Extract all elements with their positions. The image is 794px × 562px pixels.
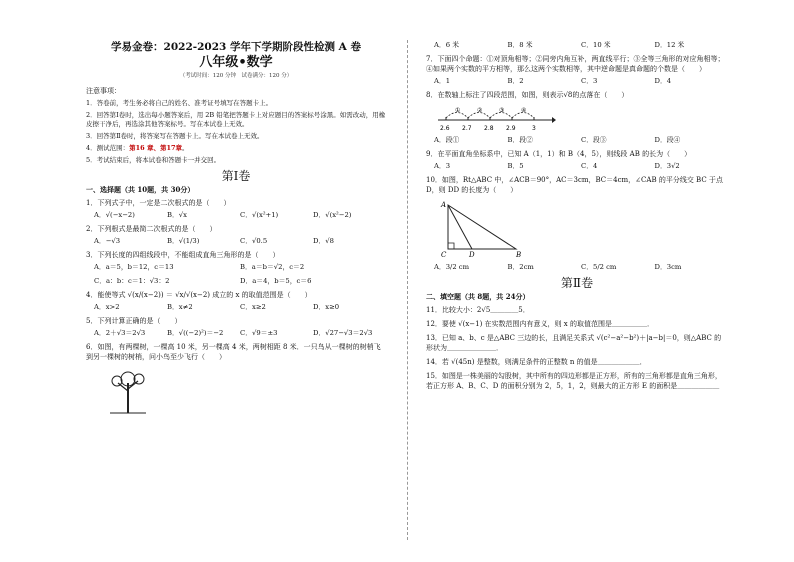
fill-question: 15．如图是一株美丽的勾股树，其中所有的四边形都是正方形，所有的三角形都是直角三角形，若正方形 A、B、C、D 的面积分别为 2，5，1，2，则最大的正方形 E 的面积是＿＿＿＿＿＿ — [426, 372, 722, 390]
option: C．√9＝±3 — [240, 329, 278, 337]
note-item: 5．考试结束后，将本试卷和答题卡一并交回。 — [86, 156, 221, 164]
note-item-scope — [86, 144, 386, 153]
left-column — [86, 38, 386, 418]
segment-mark: ② — [477, 107, 483, 114]
question-block — [426, 149, 728, 171]
notes-heading: 注意事项： — [86, 87, 121, 95]
option: B．x≠2 — [167, 303, 193, 311]
question-options — [434, 161, 728, 171]
question-options — [94, 302, 386, 312]
option: A．3 — [434, 162, 451, 170]
option: C．√0.5 — [240, 237, 268, 245]
option: D．段④ — [654, 136, 681, 144]
option: D．12 米 — [654, 41, 685, 49]
option: D．√8 — [313, 237, 334, 245]
question-block — [86, 290, 386, 312]
option: B．2 — [507, 77, 524, 85]
question-text: 2．下列根式是最简二次根式的是（ ） — [86, 225, 217, 233]
section-title-choice: 一、选择题（共 10题，共 30分） — [86, 185, 195, 194]
question-options — [94, 210, 386, 220]
question-text: 10．如图，Rt△ABC 中，∠ACB＝90°，AC＝3cm，BC＝4cm，∠CAB 的平分线交 BC 于点 D，则 DD 的长度为（ ） — [426, 176, 723, 194]
section-title-fill: 二、填空题（共 8题，共 24分） — [426, 292, 530, 301]
note-item: 2．回答第Ⅰ卷时，选出每小题答案后，用 2B 铅笔把答题卡上对应题目的答案标号涂黑。如需改动，用橡皮擦干净后，再选涂其他答案标号。写在本试卷上无效。 — [86, 111, 386, 128]
question-options — [94, 262, 386, 272]
option: C．5/2 cm — [581, 263, 617, 271]
option: C．4 — [581, 162, 598, 170]
tree-figure — [104, 367, 152, 415]
question-options — [94, 328, 386, 338]
question-block — [86, 224, 386, 246]
column-divider — [407, 40, 408, 540]
option: D．3cm — [654, 263, 682, 271]
scope-value: 第16 章、第17章 — [129, 144, 182, 152]
option: B．2cm — [507, 263, 534, 271]
option: A．−√3 — [94, 237, 121, 245]
option: D．a＝4，b＝5，c＝6 — [240, 277, 312, 285]
tick-label: 2.7 — [462, 125, 472, 132]
note-item: 3．回答第Ⅱ卷时，将答案写在答题卡上。写在本试卷上无效。 — [86, 132, 264, 140]
note-item: 1．答卷前，考生务必将自己的姓名、准考证号填写在答题卡上。 — [86, 99, 273, 107]
part-one-label: 第Ⅰ卷 — [221, 169, 251, 183]
exam-title: 学易金卷：2022-2023 学年下学期阶段性检测 A 卷 — [111, 41, 361, 53]
tick-label: 2.9 — [506, 125, 516, 132]
tick-label: 3 — [532, 125, 536, 132]
option: B．段② — [507, 136, 533, 144]
option: B．a＝b＝√2，c＝2 — [240, 263, 305, 271]
option: B．√((−2)²)＝−2 — [167, 329, 224, 337]
option: A．a＝5，b＝12，c＝13 — [94, 263, 174, 271]
option: D．√27−√3＝2√3 — [313, 329, 373, 337]
option: A．2＋√3＝2√3 — [94, 329, 146, 337]
option: C．√(x²+1) — [240, 211, 279, 219]
scope-prefix: 4．测试范围： — [86, 144, 130, 152]
question-text: 9．在平面直角坐标系中，已知 A（1，1）和 B（4，5），则线段 AB 的长为（ ） — [426, 150, 692, 158]
tick-label: 2.8 — [484, 125, 494, 132]
fill-question: 13．已知 a、b、c 是△ABC 三边的长，且满足关系式 √(c²−a²−b²)＋|a−b|＝0，则△ABC 的形状为＿＿＿＿＿＿＿． — [426, 334, 722, 352]
question-options — [434, 40, 728, 50]
question-options — [434, 262, 728, 272]
option: D．4 — [654, 77, 672, 85]
option: A．段① — [434, 136, 460, 144]
exam-subject: 八年级•数学 — [199, 55, 273, 70]
triangle-figure — [434, 199, 524, 259]
question-block — [426, 175, 728, 272]
question-text: 4．能使等式 √(x/(x−2)) ＝ √x/√(x−2) 成立的 x 的取值范围是（ ） — [86, 291, 312, 299]
option: A．6 米 — [434, 41, 459, 49]
question-options — [94, 236, 386, 246]
option: C．段③ — [581, 136, 607, 144]
vertex-label: A — [441, 201, 447, 209]
question-text: 3．下列长度的四组线段中，不能组成直角三角形的是（ ） — [86, 251, 280, 259]
question-block — [86, 316, 386, 338]
vertex-label: B — [516, 251, 522, 259]
question-options — [434, 135, 728, 145]
segment-mark: ④ — [521, 107, 527, 114]
fill-question: 12．要使 √(x−1) 在实数范围内有意义，则 x 的取值范围是＿＿＿＿＿． — [426, 320, 654, 328]
option: C．10 米 — [581, 41, 611, 49]
question-block — [86, 198, 386, 220]
option: B．√x — [167, 211, 187, 219]
notes-list — [86, 99, 386, 165]
vertex-label: C — [441, 251, 447, 259]
tick-label: 2.6 — [440, 125, 450, 132]
question-block — [86, 250, 386, 286]
fill-question: 11．比较大小：2√5＿＿＿＿5． — [426, 306, 530, 314]
option: A．3/2 cm — [434, 263, 470, 271]
option: A．√(−x−2) — [94, 211, 135, 219]
question-options — [94, 276, 386, 286]
right-column — [426, 38, 728, 393]
option: B．5 — [507, 162, 524, 170]
segment-mark: ③ — [499, 107, 505, 114]
option: B．8 米 — [507, 41, 533, 49]
option: B．√(1/3) — [167, 237, 200, 245]
option: C．x≥2 — [240, 303, 266, 311]
question-text: 8．在数轴上标注了四段范围，如图，则表示√8的点落在（ ） — [426, 91, 629, 99]
segment-mark: ① — [455, 107, 461, 114]
exam-info: （考试时间：120 分钟 试卷满分：120 分） — [179, 73, 293, 79]
question-text: 1．下列式子中，一定是二次根式的是（ ） — [86, 199, 231, 207]
part-two-label: 第Ⅱ卷 — [560, 276, 594, 290]
question-text: 5．下列计算正确的是（ ） — [86, 317, 182, 325]
option: C．a：b：c＝1：√3：2 — [94, 277, 170, 285]
option: D．√(x²−2) — [313, 211, 352, 219]
question-block — [426, 54, 728, 86]
question-text: 7．下面四个命题：①对顶角相等；②同旁内角互补，两直线平行；③全等三角形的对应角相等；④如果两个实数的平方相等，那么这两个实数相等，其中逆命题是真命题的个数是（ ） — [426, 55, 725, 73]
option: D．3√2 — [654, 162, 680, 170]
question-block — [426, 90, 728, 145]
option: D．x≥0 — [313, 303, 340, 311]
option: A．1 — [434, 77, 451, 85]
scope-suffix: 。 — [182, 144, 189, 152]
number-line-figure — [436, 104, 556, 132]
option: C．3 — [581, 77, 598, 85]
vertex-label: D — [469, 251, 475, 259]
question-text: 6．如图，有两棵树，一棵高 10 米，另一棵高 4 米，两树相距 8 米．一只鸟从一棵树的树梢飞到另一棵树的树梢，问小鸟至少飞行（ ） — [86, 343, 381, 361]
option: A．x>2 — [94, 303, 120, 311]
fill-question: 14．若 √(45n) 是整数，则满足条件的正整数 n 的值是＿＿＿＿＿＿． — [426, 358, 647, 366]
question-options — [434, 76, 728, 86]
